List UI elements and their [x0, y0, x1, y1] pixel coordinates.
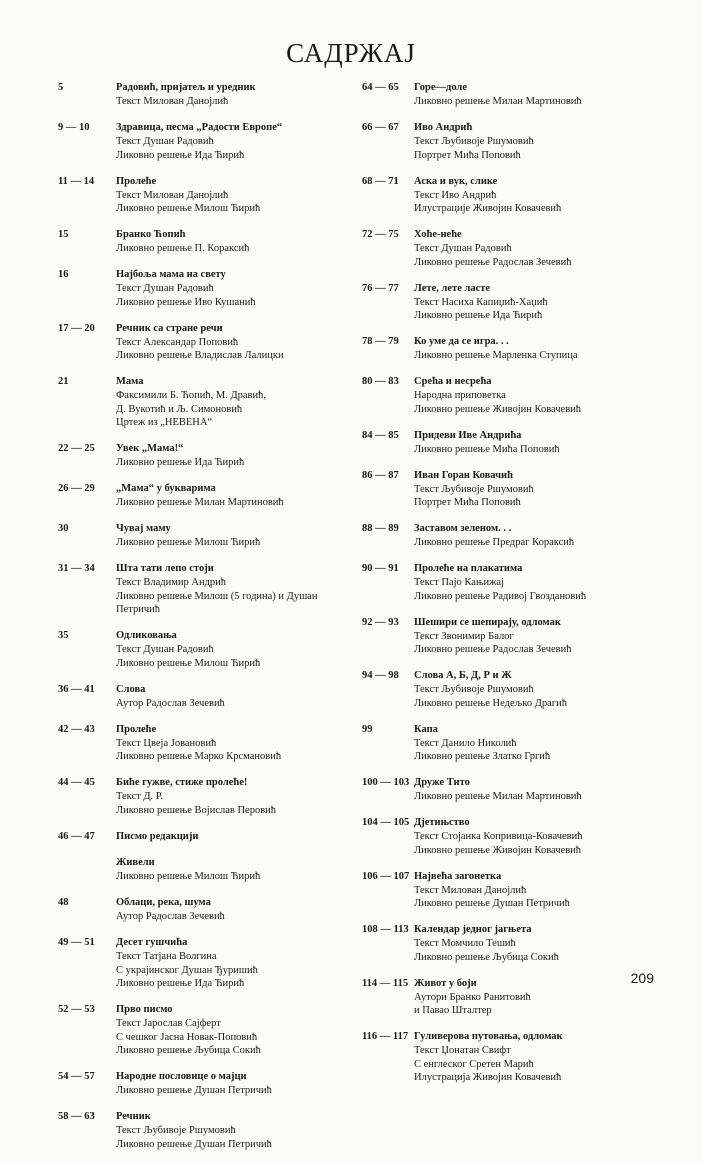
toc-entry-body [116, 521, 358, 550]
toc-credit-line: Ликовно решење Радослав Зечевић [414, 256, 572, 268]
toc-credit-line: Цртеж из „НЕВЕНА“ [116, 417, 213, 428]
toc-page-range: 35 [58, 630, 69, 641]
toc-page-range: 92 — 93 [362, 616, 399, 628]
toc-entry-body [116, 374, 358, 430]
contents-column-right [362, 80, 652, 1096]
toc-entry [58, 722, 358, 764]
toc-page-range: 84 — 85 [362, 429, 399, 441]
toc-credit-line: Ликовно решење Ида Ћирић [414, 310, 543, 321]
toc-page-range: 26 — 29 [58, 483, 95, 494]
toc-entry-title: Писмо редакцији [116, 830, 199, 842]
toc-entry-title: Десет гушчића [116, 937, 188, 948]
toc-entry-title: Радовић, пријатељ и уредник [116, 82, 256, 93]
toc-entry-body [414, 815, 652, 857]
toc-entry-body [116, 267, 358, 309]
toc-credit-line: С енглеског Сретен Марић [414, 1058, 534, 1070]
toc-credit-line: Ликовно решење Милош Ћирић [116, 537, 261, 548]
toc-entry-body [414, 334, 652, 363]
toc-credit-line: Текст Џонатан Свифт [414, 1045, 511, 1056]
toc-credit-line: Портрет Мића Поповић [414, 149, 521, 161]
toc-entry-title: Иван Горан Ковачић [414, 469, 513, 481]
toc-entry-title: Пролеће [116, 175, 157, 187]
toc-page-range: 86 — 87 [362, 469, 399, 481]
toc-credit-line: Текст Насиха Капиџић-Хаџић [414, 296, 548, 308]
toc-credit-line: Ликовно решење Радослав Зечевић [414, 644, 572, 655]
toc-credit-line: Народна приповетка [414, 390, 506, 401]
contents-column-left [58, 80, 358, 1163]
toc-entry-title: Пролеће [116, 723, 157, 735]
toc-credit-line: Текст Душан Радовић [116, 644, 214, 655]
toc-credit-line: Текст Љубивоје Ршумовић [414, 684, 534, 695]
toc-credit-line: Ликовно решење Живојин Ковачевић [414, 844, 582, 856]
toc-entry [58, 935, 358, 991]
toc-credit-line: Илустрације Живојин Ковачевић [414, 203, 562, 214]
toc-credit-line: Ликовно решење Душан Петричић [414, 898, 570, 909]
toc-credit-line: Ликовно решење Ида Ћирић [116, 457, 245, 468]
toc-entry [362, 334, 652, 363]
toc-page-range: 90 — 91 [362, 563, 399, 574]
toc-entry-title: Капа [414, 723, 438, 735]
toc-entry-body [414, 374, 652, 416]
toc-page-range: 9 — 10 [58, 122, 90, 133]
toc-entry [58, 521, 358, 550]
toc-credit-line: Текст Стојанка Копривица-Ковачевић [414, 831, 583, 842]
toc-entry-body [116, 1069, 358, 1098]
toc-entry [362, 1029, 652, 1085]
toc-credit-line: Ликовно решење Предраг Кораксић [414, 537, 575, 548]
toc-entry [58, 374, 358, 430]
toc-entry-title: Хоће-неће [414, 229, 462, 240]
toc-page-range: 36 — 41 [58, 683, 95, 695]
toc-page-range: 100 — 103 [362, 777, 410, 788]
toc-entry-title: Чувај маму [116, 523, 171, 534]
toc-entry [58, 174, 358, 216]
toc-credit-line: Ликовно решење Душан Петричић [116, 1138, 272, 1150]
toc-entry-title: Друже Тито [414, 777, 470, 788]
toc-credit-line: Аутори Бранко Ранитовић [414, 991, 531, 1003]
toc-page-range: 30 [58, 523, 69, 534]
toc-entry [58, 441, 358, 470]
toc-credit-line: Ликовно решење Ида Ћирић [116, 149, 245, 161]
toc-entry [58, 775, 358, 817]
toc-credit-line: Текст Цвеја Јовановић [116, 737, 217, 749]
toc-entry-body [414, 227, 652, 269]
toc-entry-body [116, 321, 358, 363]
toc-page-range: 76 — 77 [362, 282, 399, 294]
toc-entry-body [414, 120, 652, 162]
toc-entry-title: Аска и вук, слике [414, 175, 498, 187]
toc-entry-title: Пролеће на плакатима [414, 563, 523, 574]
toc-page-range: 54 — 57 [58, 1071, 95, 1082]
toc-credit-line: Аутор Радослав Зечевић [116, 697, 225, 709]
toc-entry [58, 561, 358, 617]
toc-entry [362, 468, 652, 510]
toc-page-range: 49 — 51 [58, 937, 95, 948]
toc-entry [362, 561, 652, 603]
toc-page-range: 78 — 79 [362, 336, 399, 347]
toc-entry-body [414, 468, 652, 510]
toc-entry-body [414, 615, 652, 657]
toc-entry [58, 267, 358, 309]
toc-entry-body [414, 922, 652, 964]
toc-entry-body [116, 561, 358, 617]
toc-entry [58, 855, 358, 884]
toc-entry [362, 922, 652, 964]
toc-page-range: 21 [58, 376, 69, 387]
toc-credit-line: Ликовно решење Златко Гргић [414, 751, 551, 762]
toc-credit-line: Петричић [116, 604, 160, 615]
toc-entry-title: Здравица, песма „Радости Европе“ [116, 122, 283, 133]
toc-page-range: 104 — 105 [362, 817, 410, 828]
page-title: САДРЖАЈ [286, 38, 416, 68]
page-number: 209 [630, 970, 654, 986]
toc-entry [362, 668, 652, 710]
toc-entry-title: Придеви Иве Андрића [414, 429, 522, 441]
toc-entry-title: Лете, лете ласте [414, 282, 491, 294]
toc-entry [58, 682, 358, 711]
toc-page-range: 31 — 34 [58, 563, 95, 574]
toc-entry [58, 1069, 358, 1098]
toc-entry-title: Заставом зеленом. . . [414, 523, 512, 534]
toc-credit-line: Текст Иво Андрић [414, 189, 497, 201]
toc-entry-body [414, 775, 652, 804]
toc-credit-line: Ликовно решење Војислав Перовић [116, 804, 277, 816]
toc-page-range: 16 [58, 269, 69, 280]
toc-entry-title: Календар једног јагњета [414, 924, 532, 935]
toc-page-range: 80 — 83 [362, 376, 399, 387]
toc-page-range: 72 — 75 [362, 229, 399, 240]
toc-credit-line: Аутор Радослав Зечевић [116, 911, 225, 922]
toc-page-range: 42 — 43 [58, 723, 95, 735]
toc-entry-body [414, 976, 652, 1018]
toc-credit-line: Ликовно решење Недељко Драгић [414, 697, 567, 709]
toc-entry-body [414, 281, 652, 323]
toc-credit-line: Текст Данило Николић [414, 737, 517, 749]
toc-entry-title: Живот у боји [414, 977, 477, 989]
toc-entry [362, 615, 652, 657]
toc-entry-body [116, 174, 358, 216]
toc-entry-title: Облаци, река, шума [116, 897, 211, 908]
toc-entry [58, 628, 358, 670]
toc-entry-body [116, 80, 358, 109]
toc-credit-line: Текст Милован Данојлић [414, 884, 527, 896]
toc-credit-line: С чешког Јасна Новак-Поповић [116, 1031, 258, 1043]
toc-entry-title: Срећа и несрећа [414, 376, 492, 387]
toc-entry-body [116, 895, 358, 924]
toc-entry-body [414, 869, 652, 911]
toc-entry [362, 869, 652, 911]
toc-entry-title: Слова [116, 683, 146, 695]
toc-page-range: 99 [362, 723, 373, 735]
toc-credit-line: Факсимили Б. Ћопић, М. Дравић, [116, 390, 266, 401]
toc-entry-body [116, 227, 358, 256]
toc-entry-title: Горе—доле [414, 82, 467, 93]
toc-entry-body [116, 1002, 358, 1058]
toc-credit-line: Ликовно решење Милош Ћирић [116, 871, 261, 882]
toc-entry-body [116, 628, 358, 670]
toc-credit-line: Текст Душан Радовић [116, 136, 214, 147]
toc-credit-line: Илустрација Живојин Ковачевић [414, 1072, 562, 1083]
toc-page-range: 5 [58, 82, 64, 93]
toc-credit-line: Д. Вукотић и Љ. Симоновић [116, 403, 243, 415]
toc-entry-body [116, 935, 358, 991]
toc-page-range: 17 — 20 [58, 322, 95, 334]
toc-entry [58, 1109, 358, 1151]
toc-entry-title: Најбоља мама на свету [116, 269, 226, 280]
toc-entry-body [116, 1109, 358, 1151]
toc-entry-body [116, 481, 358, 510]
toc-entry [362, 521, 652, 550]
toc-entry-title: Живели [116, 857, 155, 868]
toc-page-range: 11 — 14 [58, 175, 95, 187]
toc-entry-body [414, 561, 652, 603]
toc-page-range: 58 — 63 [58, 1111, 95, 1122]
toc-credit-line: Ликовно решење Марко Крсмановић [116, 751, 282, 762]
toc-entry [362, 120, 652, 162]
toc-credit-line: и Павао Шталтер [414, 1005, 492, 1016]
toc-page-range: 52 — 53 [58, 1004, 95, 1015]
toc-page-range: 46 — 47 [58, 830, 95, 842]
toc-entry [58, 1002, 358, 1058]
toc-credit-line: Текст Звонимир Балог [414, 630, 514, 642]
toc-entry [58, 829, 358, 844]
toc-credit-line: Ликовно решење Иво Кушанић [116, 296, 256, 308]
toc-entry [362, 80, 652, 109]
toc-entry [362, 775, 652, 804]
toc-entry-body [414, 521, 652, 550]
toc-page-range: 106 — 107 [362, 870, 410, 882]
toc-entry [58, 227, 358, 256]
toc-entry-body [414, 428, 652, 457]
toc-entry [362, 281, 652, 323]
toc-entry [58, 120, 358, 162]
toc-entry-body [414, 80, 652, 109]
toc-entry-title: Прво писмо [116, 1004, 173, 1015]
toc-credit-line: Ликовно решење Ида Ћирић [116, 978, 245, 989]
toc-entry-body [414, 668, 652, 710]
toc-credit-line: Текст Душан Радовић [116, 283, 214, 294]
toc-page-range: 48 [58, 897, 69, 908]
toc-entry [362, 174, 652, 216]
toc-credit-line: Текст Милован Данојлић [116, 189, 229, 201]
toc-entry-title: Слова А, Б, Д, Р и Ж [414, 670, 512, 681]
toc-page-range: 88 — 89 [362, 523, 399, 534]
toc-entry-title: Увек „Мама!“ [116, 443, 184, 454]
toc-credit-line: Ликовно решење Љубица Сокић [116, 1045, 261, 1056]
toc-entry [58, 895, 358, 924]
toc-page-range: 116 — 117 [362, 1031, 409, 1042]
toc-entry [362, 722, 652, 764]
toc-entry-body [116, 722, 358, 764]
toc-credit-line: Текст Љубивоје Ршумовић [414, 136, 534, 147]
toc-entry-title: Народне пословице о мајци [116, 1071, 247, 1082]
toc-credit-line: Ликовно решење Љубица Сокић [414, 951, 559, 963]
toc-entry-title: Шта тати лепо стоји [116, 563, 214, 574]
toc-entry [58, 321, 358, 363]
toc-entry [58, 481, 358, 510]
toc-page-range: 22 — 25 [58, 443, 95, 454]
toc-credit-line: Текст Александар Поповић [116, 336, 239, 348]
toc-credit-line: С украјинског Душан Ђуришић [116, 964, 258, 976]
toc-entry-title: „Мама“ у букварима [116, 483, 216, 494]
toc-page-range: 15 [58, 229, 69, 240]
toc-credit-line: Ликовно решење Владислав Лалицки [116, 350, 284, 361]
toc-entry [362, 374, 652, 416]
toc-entry-title: Речник [116, 1111, 151, 1122]
toc-credit-line: Ликовно решење Душан Петричић [116, 1085, 272, 1096]
toc-credit-line: Ликовно решење Милан Мартиновић [414, 791, 582, 802]
toc-credit-line: Текст Момчило Тешић [414, 938, 516, 949]
toc-entry-title: Одликовања [116, 630, 177, 641]
toc-page-range: 66 — 67 [362, 122, 399, 133]
toc-credit-line: Текст Владимир Андрић [116, 577, 227, 588]
toc-page-range [58, 855, 116, 884]
toc-entry [58, 80, 358, 109]
toc-credit-line: Ликовно решење Милош Ћирић [116, 657, 261, 669]
toc-credit-line: Текст Љубивоје Ршумовић [414, 483, 534, 495]
toc-credit-line: Ликовно решење Марленка Ступица [414, 350, 578, 361]
toc-entry-body [414, 174, 652, 216]
toc-entry-body [116, 682, 358, 711]
toc-credit-line: Ликовно решење П. Кораксић [116, 243, 250, 254]
toc-page-range: 114 — 115 [362, 977, 409, 989]
toc-entry-title: Гуливерова путовања, одломак [414, 1031, 563, 1042]
toc-entry-title: Мама [116, 376, 144, 387]
toc-credit-line: Ликовно решење Милан Мартиновић [414, 96, 582, 107]
toc-entry-title: Дјетињство [414, 817, 470, 828]
toc-entry-body [116, 120, 358, 162]
toc-credit-line: Ликовно решење Мића Поповић [414, 443, 560, 455]
toc-entry [362, 428, 652, 457]
toc-entry-title: Највећа загонетка [414, 870, 502, 882]
toc-entry-body [116, 855, 358, 884]
toc-credit-line: Ликовно решење Милош Ћирић [116, 203, 261, 214]
toc-entry-title: Бранко Ћопић [116, 229, 186, 240]
toc-entry [362, 976, 652, 1018]
toc-entry-body [414, 1029, 652, 1085]
toc-entry-body [116, 775, 358, 817]
toc-credit-line: Текст Љубивоје Ршумовић [116, 1125, 236, 1136]
toc-entry [362, 227, 652, 269]
toc-credit-line: Текст Татјана Волгина [116, 951, 217, 962]
toc-entry-title: Ко уме да се игра. . . [414, 336, 509, 347]
toc-page-range: 94 — 98 [362, 670, 399, 681]
toc-credit-line: Ликовно решење Милан Мартиновић [116, 497, 284, 508]
toc-credit-line: Ликовно решење Живојин Ковачевић [414, 403, 582, 415]
toc-credit-line: Портрет Мића Поповић [414, 497, 521, 508]
toc-page-range: 64 — 65 [362, 82, 399, 93]
toc-credit-line: Текст Милован Данојлић [116, 96, 229, 107]
toc-page-range: 44 — 45 [58, 777, 95, 788]
toc-credit-line: Текст Јарослав Сајферт [116, 1018, 221, 1029]
toc-credit-line: Текст Д. Р. [116, 791, 163, 802]
toc-entry-title: Шешири се шепирају, одломак [414, 616, 561, 628]
toc-entry-title: Биће гужве, стиже пролеће! [116, 777, 248, 788]
toc-credit-line: Текст Пајо Кањижај [414, 577, 504, 588]
toc-entry-title: Иво Андрић [414, 122, 473, 133]
toc-credit-line: Текст Душан Радовић [414, 243, 512, 254]
toc-credit-line: Ликовно решење Милош (5 година) и Душан [116, 590, 318, 602]
toc-credit-line: Ликовно решење Радивој Гвоздановић [414, 590, 587, 602]
toc-entry-body [414, 722, 652, 764]
toc-entry-title: Речник са стране речи [116, 322, 223, 334]
toc-page-range: 108 — 113 [362, 924, 409, 935]
toc-entry-body [116, 829, 358, 844]
toc-entry-body [116, 441, 358, 470]
toc-page-range: 68 — 71 [362, 175, 399, 187]
toc-entry [362, 815, 652, 857]
